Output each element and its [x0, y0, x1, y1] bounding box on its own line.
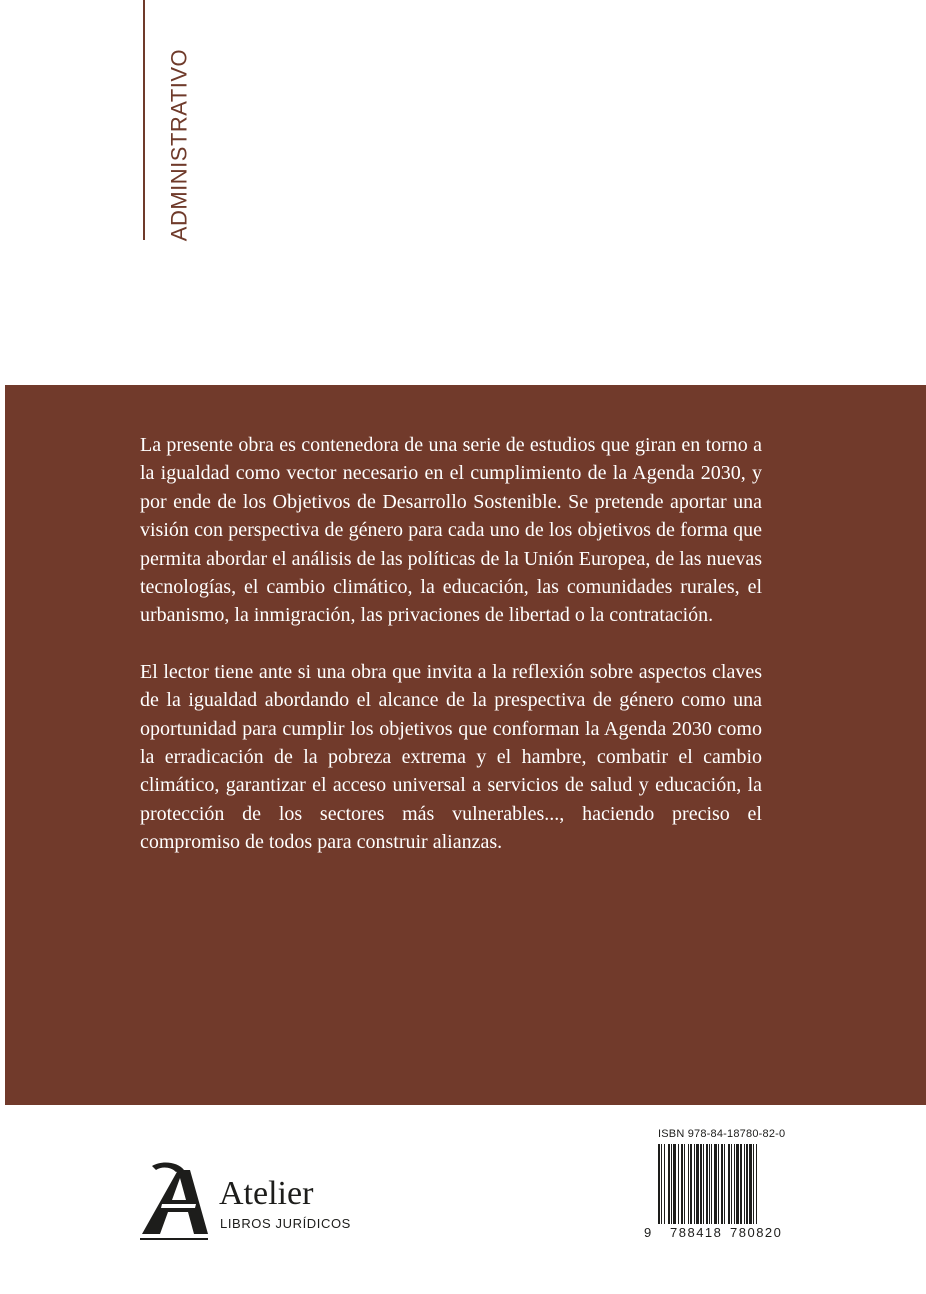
barcode-bar — [658, 1144, 660, 1224]
barcode-bar — [700, 1144, 702, 1224]
barcode-bar — [731, 1144, 732, 1224]
publisher-subtitle: LIBROS JURÍDICOS — [220, 1216, 351, 1231]
barcode-bar — [706, 1144, 708, 1224]
barcode-bar — [736, 1144, 739, 1224]
category-label: ADMINISTRATIVO — [166, 48, 192, 242]
decorative-vertical-line — [143, 0, 145, 240]
barcode-lead-digit: 9 — [644, 1225, 652, 1240]
barcode-bar — [694, 1144, 695, 1224]
barcode-bar — [711, 1144, 712, 1224]
blurb-paragraph-1: La presente obra es contenedora de una serie de estudios que giran en torno a la igualdad como vector necesario en el cumplimiento de la Agenda 2030, y por ende de los Objetivos de Desarrollo Sostenible. Se pretende aportar una visión con perspectiva de género para cada uno de los objetivos de forma que permita abordar el análisis de las políticas de la Unión Europea, de las nuevas tecnologías, el cambio climático, la educación, las comunidades rurales, el urbanismo, la inmigración, las privaciones de libertad o la contratación. — [140, 434, 763, 627]
back-cover-blurb — [140, 431, 762, 885]
barcode-bar — [734, 1144, 735, 1224]
barcode-bar — [678, 1144, 679, 1224]
isbn-label: ISBN 978-84-18780-82-0 — [658, 1128, 786, 1140]
barcode-bar — [690, 1144, 692, 1224]
barcode-bar — [756, 1144, 757, 1224]
barcode-bar — [744, 1144, 745, 1224]
barcode — [630, 1144, 790, 1226]
barcode-bar — [688, 1144, 689, 1224]
barcode-bar — [753, 1144, 754, 1224]
barcode-bar — [671, 1144, 672, 1224]
barcode-bar — [681, 1144, 683, 1224]
blurb-paragraph-2: El lector tiene ante si una obra que invita a la reflexión sobre aspectos claves de la igualdad abordando el alcance de la prespectiva de género como una oportunidad para cumplir los objetivos que conforman la Agenda 2030 como la erradicación de la pobreza extrema y el hambre, combatir el cambio climático, garantizar el acceso universal a servicios de salud y educación, la protección de los sectores más vulnerables..., haciendo preciso el compromiso de todos para construir alianzas. — [140, 660, 762, 854]
barcode-bar — [661, 1144, 662, 1224]
barcode-bar — [724, 1144, 725, 1224]
barcode-bar — [721, 1144, 723, 1224]
barcode-bar — [703, 1144, 704, 1224]
atelier-a-logo-icon — [138, 1160, 210, 1240]
publisher-name: Atelier — [219, 1175, 314, 1212]
barcode-bar — [664, 1144, 665, 1224]
barcode-bar — [746, 1144, 748, 1224]
barcode-left-digits: 788418 — [670, 1225, 723, 1240]
isbn-barcode-block — [630, 1128, 790, 1238]
barcode-bar — [728, 1144, 730, 1224]
barcode-bar — [673, 1144, 676, 1224]
barcode-bar — [740, 1144, 742, 1224]
barcode-bar — [709, 1144, 710, 1224]
barcode-bar — [684, 1144, 685, 1224]
barcode-bar — [714, 1144, 717, 1224]
barcode-bar — [718, 1144, 719, 1224]
barcode-bar — [749, 1144, 752, 1224]
barcode-bar — [696, 1144, 699, 1224]
barcode-bar — [668, 1144, 670, 1224]
barcode-right-digits: 780820 — [730, 1225, 783, 1240]
